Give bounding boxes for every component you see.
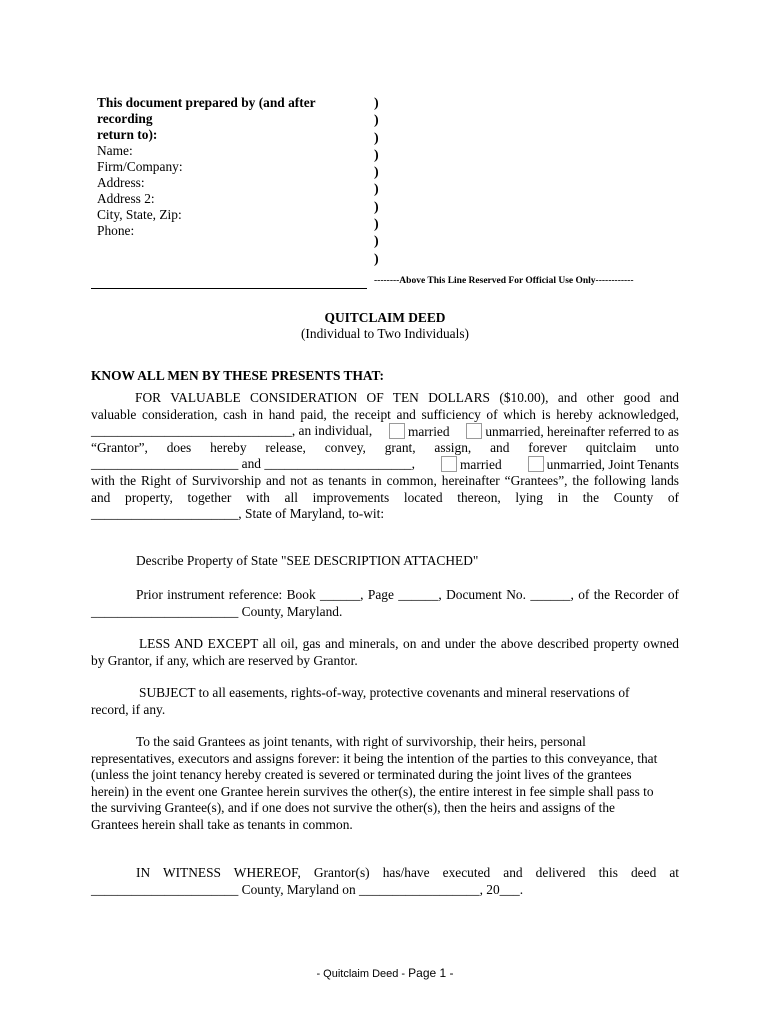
prior-instrument-paragraph — [91, 587, 679, 620]
paren: ) — [374, 251, 379, 267]
grantees-clause-line: representatives, executors and assigns forever: it being the intention of the parties to this conveyance, that — [91, 750, 658, 766]
grantor-unmarried-checkbox[interactable] — [466, 423, 482, 439]
prior-instrument-line-2: ______________________ County, Maryland. — [91, 603, 343, 619]
grantees-clause-line: the surviving Grantee(s), and if one does not survive the other(s), then the heirs and assigns of the — [91, 800, 615, 816]
witness-paragraph — [91, 865, 679, 898]
paren: ) — [374, 165, 379, 181]
document-title: QUITCLAIM DEED — [324, 310, 446, 325]
consideration-line-6: with the Right of Survivorship and not as tenants in common, hereinafter “Grantees”, the following lands — [91, 472, 679, 488]
consideration-line-5: ______________________ and ______________________, married unmarried, Joint Tenants — [91, 456, 679, 473]
less-except-line-2: by Grantor, if any, which are reserved by Grantor. — [91, 652, 358, 668]
prepared-by-label: This document prepared by (and after recording — [97, 95, 316, 126]
consideration-line-7: and property, together with all improvements located thereon, lying in the County of — [91, 489, 679, 505]
grantees-clause-line: Grantees herein shall take as tenants in common. — [91, 816, 353, 832]
grantees-clause-paragraph — [91, 734, 679, 834]
page-number: Page 1 - — [408, 966, 454, 980]
return-to-label: return to): — [97, 127, 158, 142]
address-field-label: Address: — [97, 175, 145, 190]
paren: ) — [374, 234, 379, 250]
phone-field-label: Phone: — [97, 223, 135, 238]
name-field-label: Name: — [97, 143, 133, 158]
less-except-paragraph — [91, 636, 679, 669]
consideration-line-1: FOR VALUABLE CONSIDERATION OF TEN DOLLARS ($10.00), and other good and — [135, 390, 679, 405]
paren: ) — [374, 182, 379, 198]
address2-field-label: Address 2: — [97, 191, 155, 206]
paren: ) — [374, 199, 379, 215]
know-all-heading: KNOW ALL MEN BY THESE PRESENTS THAT: — [91, 368, 384, 383]
less-except-line-1: LESS AND EXCEPT all oil, gas and minerals, on and under the above described property owned — [139, 636, 679, 651]
consideration-line-4: “Grantor”, does hereby release, convey, grant, assign, and forever quitclaim unto — [91, 439, 679, 455]
paren-column — [374, 95, 384, 268]
property-description: Describe Property of State "SEE DESCRIPTION ATTACHED" — [136, 553, 479, 568]
consideration-line-8: ______________________, State of Maryland, to-wit: — [91, 506, 385, 522]
witness-line-2: ______________________ County, Maryland on __________________, 20___. — [91, 881, 524, 897]
preparer-block — [97, 95, 367, 239]
official-use-reserved: --------Above This Line Reserved For Official Use Only------------ — [374, 276, 634, 286]
grantees-unmarried-checkbox[interactable] — [528, 456, 544, 472]
consideration-line-2: valuable consideration, cash in hand paid, the receipt and sufficiency of which is hereby acknowledged, — [91, 406, 679, 422]
firm-field-label: Firm/Company: — [97, 159, 183, 174]
consideration-line-3: ______________________________, an individual, married unmarried, hereinafter referred to as — [91, 423, 679, 440]
signature-divider-line — [91, 288, 367, 289]
grantor-married-checkbox[interactable] — [389, 423, 405, 439]
paren: ) — [374, 113, 379, 129]
document-subtitle: (Individual to Two Individuals) — [300, 326, 470, 341]
paren: ) — [374, 217, 379, 233]
subject-line-2: record, if any. — [91, 701, 166, 717]
grantees-married-checkbox[interactable] — [441, 456, 457, 472]
city-state-zip-field-label: City, State, Zip: — [97, 207, 182, 222]
consideration-paragraph — [91, 390, 679, 523]
grantees-clause-line: (unless the joint tenancy hereby created is severed or terminated during the joint lives of the grantees — [91, 767, 632, 783]
subject-line-1: SUBJECT to all easements, rights-of-way, protective covenants and mineral reservations of — [139, 685, 630, 700]
grantees-clause-line: herein) in the event one Grantee herein survives the other(s), the entire interest in fee simple shall pass to — [91, 783, 654, 799]
paren: ) — [374, 147, 379, 163]
footer-label: - Quitclaim Deed - — [316, 968, 409, 980]
prior-instrument-line-1: Prior instrument reference: Book ______, Page ______, Document No. ______, of the Recorder of — [136, 587, 679, 602]
grantees-clause-line: To the said Grantees as joint tenants, with right of survivorship, their heirs, personal — [136, 734, 586, 749]
paren: ) — [374, 96, 379, 111]
subject-paragraph — [91, 685, 679, 718]
paren: ) — [374, 130, 379, 146]
witness-line-1: IN WITNESS WHEREOF, Grantor(s) has/have executed and delivered this deed at — [136, 865, 679, 880]
page-footer — [0, 966, 770, 980]
